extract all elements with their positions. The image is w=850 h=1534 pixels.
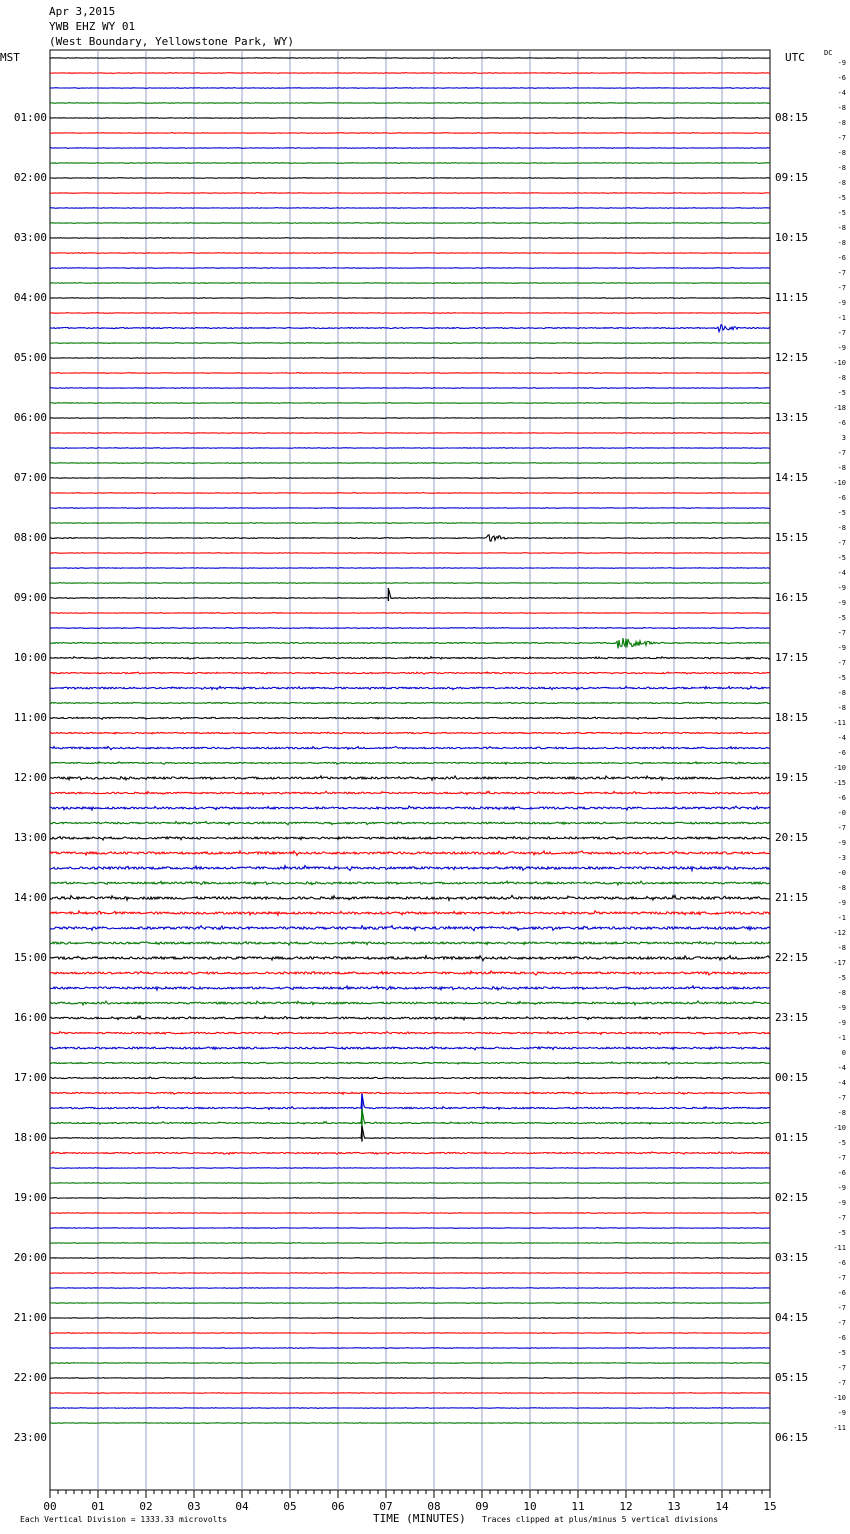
- seismic-trace: [50, 986, 770, 990]
- dc-offset-label: -8: [837, 149, 846, 157]
- dc-offset-label: -8: [837, 1109, 846, 1117]
- seismic-trace: [50, 403, 770, 404]
- seismic-trace: [50, 1016, 770, 1020]
- x-tick-label: 05: [283, 1500, 297, 1513]
- dc-offset-label: -9: [837, 299, 846, 307]
- utc-hour-label: 02:15: [775, 1191, 809, 1204]
- seismic-trace: [50, 1423, 770, 1424]
- seismic-trace: [50, 1047, 770, 1050]
- seismic-trace: [50, 1333, 770, 1334]
- mst-hour-label: 12:00: [13, 771, 47, 784]
- dc-offset-label: -8: [837, 374, 846, 382]
- seismic-trace: [50, 1393, 770, 1394]
- seismic-trace: [50, 88, 770, 89]
- dc-offset-label: -8: [837, 689, 846, 697]
- dc-offset-label: -4: [837, 89, 846, 97]
- seismic-trace: [50, 313, 770, 314]
- utc-hour-label: 08:15: [775, 111, 809, 124]
- seismic-trace: [50, 971, 770, 975]
- mst-hour-label: 11:00: [13, 711, 47, 724]
- dc-offset-label: -5: [837, 1139, 846, 1147]
- seismic-trace: [50, 1183, 770, 1184]
- seismic-trace: [50, 672, 770, 674]
- seismic-trace: [50, 433, 770, 434]
- utc-hour-label: 10:15: [775, 231, 809, 244]
- utc-hour-label: 06:15: [775, 1431, 809, 1444]
- dc-offset-label: -5: [837, 194, 846, 202]
- dc-offset-label: -5: [837, 614, 846, 622]
- seismic-trace: [50, 1094, 770, 1109]
- plot-date: Apr 3,2015: [49, 5, 116, 18]
- utc-hour-label: 18:15: [775, 711, 809, 724]
- dc-offset-label: -7: [837, 134, 846, 142]
- station-location: (West Boundary, Yellowstone Park, WY): [49, 35, 295, 48]
- seismic-trace: [50, 895, 770, 900]
- seismic-trace: [50, 703, 770, 704]
- dc-offset-label: -8: [837, 989, 846, 997]
- dc-offset-label: -10: [833, 1394, 846, 1402]
- dc-offset-label: -10: [833, 479, 846, 487]
- dc-offset-label: -7: [837, 1154, 846, 1162]
- mst-hour-label: 07:00: [13, 471, 47, 484]
- dc-offset-label: -8: [837, 119, 846, 127]
- utc-hour-label: 22:15: [775, 951, 809, 964]
- dc-offset-label: -6: [837, 419, 846, 427]
- dc-offset-label: -1: [837, 1034, 846, 1042]
- seismic-trace: [50, 1303, 770, 1304]
- seismic-trace: [50, 343, 770, 344]
- x-axis-title: TIME (MINUTES): [373, 1512, 466, 1525]
- seismic-trace: [50, 388, 770, 389]
- dc-offset-label: -1: [837, 914, 846, 922]
- dc-offset-label: -6: [837, 749, 846, 757]
- dc-offset-label: -7: [837, 1214, 846, 1222]
- dc-offset-label: -9: [837, 1019, 846, 1027]
- dc-offset-label: -7: [837, 539, 846, 547]
- dc-offset-label: -8: [837, 104, 846, 112]
- seismic-trace: [50, 821, 770, 824]
- mst-hour-label: 21:00: [13, 1311, 47, 1324]
- dc-offset-label: -4: [837, 569, 846, 577]
- dc-offset-label: -8: [837, 524, 846, 532]
- mst-hour-label: 18:00: [13, 1131, 47, 1144]
- dc-offset-label: -8: [837, 179, 846, 187]
- x-tick-label: 09: [475, 1500, 489, 1513]
- dc-offset-label: -6: [837, 1259, 846, 1267]
- dc-offset-label: -9: [837, 1409, 846, 1417]
- dc-offset-label: -7: [837, 1319, 846, 1327]
- dc-offset-label: -11: [833, 719, 846, 727]
- seismic-trace: [50, 463, 770, 464]
- dc-offset-label: -9: [837, 1199, 846, 1207]
- mst-hour-label: 23:00: [13, 1431, 47, 1444]
- seismic-trace: [50, 1062, 770, 1064]
- utc-hour-label: 13:15: [775, 411, 809, 424]
- seismic-trace: [50, 1378, 770, 1379]
- seismic-trace: [50, 942, 770, 946]
- seismic-trace: [50, 590, 770, 598]
- scale-note: Each Vertical Division = 1333.33 microvolts: [20, 1515, 228, 1524]
- utc-hour-label: 20:15: [775, 831, 809, 844]
- seismic-trace: [50, 193, 770, 194]
- x-tick-label: 14: [715, 1500, 729, 1513]
- seismic-trace: [50, 268, 770, 269]
- mst-hour-label: 22:00: [13, 1371, 47, 1384]
- seismic-trace: [50, 837, 770, 841]
- utc-hour-label: 12:15: [775, 351, 809, 364]
- x-tick-label: 02: [139, 1500, 153, 1513]
- dc-offset-label: -7: [837, 269, 846, 277]
- mst-hour-label: 03:00: [13, 231, 47, 244]
- seismic-trace: [50, 776, 770, 780]
- dc-offset-label: -4: [837, 1079, 846, 1087]
- seismic-trace: [50, 926, 770, 931]
- mst-hour-label: 08:00: [13, 531, 47, 544]
- seismic-trace: [50, 762, 770, 765]
- seismic-trace: [50, 1273, 770, 1274]
- seismic-trace: [50, 298, 770, 299]
- seismic-trace: [50, 791, 770, 794]
- dc-offset-label: -6: [837, 1169, 846, 1177]
- x-tick-label: 11: [571, 1500, 585, 1513]
- dc-offset-label: -7: [837, 629, 846, 637]
- seismic-trace: [50, 1126, 770, 1138]
- seismic-trace: [50, 568, 770, 569]
- seismic-trace: [50, 657, 770, 660]
- seismic-trace: [50, 1001, 770, 1005]
- dc-offset-label: -7: [837, 824, 846, 832]
- seismic-trace: [50, 118, 770, 119]
- x-tick-label: 15: [763, 1500, 777, 1513]
- mst-hour-label: 05:00: [13, 351, 47, 364]
- utc-hour-label: 03:15: [775, 1251, 809, 1264]
- dc-offset-label: -12: [833, 929, 846, 937]
- mst-label: MST: [0, 51, 20, 64]
- seismic-trace: [50, 1092, 770, 1094]
- utc-hour-label: 21:15: [775, 891, 809, 904]
- dc-offset-label: -7: [837, 1379, 846, 1387]
- seismic-trace: [50, 1077, 770, 1080]
- utc-hour-label: 11:15: [775, 291, 809, 304]
- dc-offset-label: -9: [837, 644, 846, 652]
- dc-offset-label: -10: [833, 359, 846, 367]
- x-tick-label: 07: [379, 1500, 393, 1513]
- seismic-trace: [50, 911, 770, 915]
- dc-offset-label: -11: [833, 1424, 846, 1432]
- mst-hour-label: 19:00: [13, 1191, 47, 1204]
- seismic-trace: [50, 535, 770, 541]
- mst-hour-label: 20:00: [13, 1251, 47, 1264]
- seismic-trace: [50, 148, 770, 149]
- clip-note: Traces clipped at plus/minus 5 vertical divisions: [482, 1515, 719, 1524]
- dc-offset-label: -9: [837, 59, 846, 67]
- seismic-trace: [50, 238, 770, 239]
- dc-offset-label: -8: [837, 704, 846, 712]
- dc-offset-label: -1: [837, 314, 846, 322]
- seismic-trace: [50, 1213, 770, 1214]
- dc-offset-label: -5: [837, 209, 846, 217]
- dc-offset-label: -8: [837, 239, 846, 247]
- seismic-trace: [50, 358, 770, 359]
- dc-offset-label: -8: [837, 164, 846, 172]
- dc-offset-label: -5: [837, 389, 846, 397]
- utc-hour-label: 04:15: [775, 1311, 809, 1324]
- seismic-trace: [50, 638, 770, 648]
- x-tick-label: 03: [187, 1500, 201, 1513]
- dc-offset-label: -18: [833, 404, 846, 412]
- seismic-trace: [50, 806, 770, 810]
- seismic-trace: [50, 613, 770, 614]
- mst-hour-label: 09:00: [13, 591, 47, 604]
- dc-offset-label: -6: [837, 794, 846, 802]
- dc-offset-label: -17: [833, 959, 846, 967]
- dc-offset-label: -11: [833, 1244, 846, 1252]
- dc-offset-label: -10: [833, 764, 846, 772]
- dc-offset-label: -8: [837, 944, 846, 952]
- dc-header: DC: [824, 49, 833, 57]
- mst-hour-label: 10:00: [13, 651, 47, 664]
- seismic-trace: [50, 851, 770, 856]
- dc-offset-label: -7: [837, 1304, 846, 1312]
- seismic-trace: [50, 583, 770, 584]
- seismic-trace: [50, 1243, 770, 1244]
- seismic-trace: [50, 178, 770, 179]
- utc-hour-label: 16:15: [775, 591, 809, 604]
- mst-hour-label: 15:00: [13, 951, 47, 964]
- dc-offset-label: -6: [837, 74, 846, 82]
- seismic-trace: [50, 418, 770, 419]
- seismic-trace: [50, 881, 770, 885]
- seismic-trace: [50, 325, 770, 332]
- seismic-trace: [50, 1258, 770, 1259]
- utc-hour-label: 15:15: [775, 531, 809, 544]
- seismic-trace: [50, 1032, 770, 1035]
- seismic-trace: [50, 1198, 770, 1199]
- dc-offset-label: -5: [837, 554, 846, 562]
- dc-offset-label: -4: [837, 734, 846, 742]
- dc-offset-label: -5: [837, 509, 846, 517]
- seismic-trace: [50, 373, 770, 374]
- seismic-trace: [50, 1110, 770, 1125]
- station-code: YWB EHZ WY 01: [49, 20, 136, 33]
- seismic-trace: [50, 163, 770, 164]
- utc-hour-label: 00:15: [775, 1071, 809, 1084]
- plot-frame: [50, 50, 770, 1490]
- utc-hour-label: 14:15: [775, 471, 809, 484]
- dc-offset-label: -9: [837, 839, 846, 847]
- seismic-trace: [50, 866, 770, 871]
- seismic-trace: [50, 1408, 770, 1409]
- seismic-trace: [50, 1363, 770, 1364]
- dc-offset-label: -5: [837, 674, 846, 682]
- dc-offset-label: -9: [837, 584, 846, 592]
- mst-hour-label: 02:00: [13, 171, 47, 184]
- seismic-trace: [50, 208, 770, 209]
- dc-offset-label: -6: [837, 1289, 846, 1297]
- dc-offset-label: -6: [837, 254, 846, 262]
- x-tick-label: 01: [91, 1500, 105, 1513]
- utc-label: UTC: [785, 51, 805, 64]
- dc-offset-label: -10: [833, 1124, 846, 1132]
- seismic-trace: [50, 133, 770, 134]
- dc-offset-label: -7: [837, 329, 846, 337]
- dc-offset-label: -9: [837, 1184, 846, 1192]
- dc-offset-label: -9: [837, 899, 846, 907]
- x-tick-label: 13: [667, 1500, 681, 1513]
- mst-hour-label: 14:00: [13, 891, 47, 904]
- dc-offset-label: -15: [833, 779, 846, 787]
- seismic-trace: [50, 1152, 770, 1155]
- seismic-trace: [50, 1348, 770, 1349]
- dc-offset-label: -8: [837, 884, 846, 892]
- x-tick-label: 10: [523, 1500, 537, 1513]
- dc-offset-label: -9: [837, 1004, 846, 1012]
- seismic-trace: [50, 686, 770, 689]
- dc-offset-label: -0: [837, 869, 846, 877]
- dc-offset-label: -3: [837, 854, 846, 862]
- x-tick-label: 12: [619, 1500, 633, 1513]
- seismic-trace: [50, 1168, 770, 1169]
- x-tick-label: 08: [427, 1500, 441, 1513]
- dc-offset-label: -5: [837, 974, 846, 982]
- dc-offset-label: -7: [837, 1094, 846, 1102]
- seismic-trace: [50, 508, 770, 509]
- dc-offset-label: -7: [837, 659, 846, 667]
- utc-hour-label: 01:15: [775, 1131, 809, 1144]
- seismic-trace: [50, 1318, 770, 1319]
- x-tick-label: 00: [43, 1500, 57, 1513]
- dc-offset-label: -5: [837, 1229, 846, 1237]
- seismic-trace: [50, 628, 770, 629]
- dc-offset-label: -5: [837, 1349, 846, 1357]
- utc-hour-label: 17:15: [775, 651, 809, 664]
- dc-offset-label: -7: [837, 1364, 846, 1372]
- utc-hour-label: 09:15: [775, 171, 809, 184]
- seismic-trace: [50, 493, 770, 494]
- seismic-trace: [50, 1228, 770, 1229]
- seismic-trace: [50, 553, 770, 554]
- seismic-trace: [50, 523, 770, 524]
- dc-offset-label: -8: [837, 464, 846, 472]
- utc-hour-label: 05:15: [775, 1371, 809, 1384]
- dc-offset-label: -4: [837, 1064, 846, 1072]
- seismic-trace: [50, 956, 770, 961]
- mst-hour-label: 16:00: [13, 1011, 47, 1024]
- dc-offset-label: -7: [837, 449, 846, 457]
- dc-offset-label: -7: [837, 284, 846, 292]
- seismic-trace: [50, 448, 770, 449]
- dc-offset-label: 3: [841, 434, 846, 442]
- dc-offset-label: -6: [837, 1334, 846, 1342]
- dc-offset-label: 0: [841, 1049, 846, 1057]
- seismic-trace: [50, 103, 770, 104]
- x-tick-label: 04: [235, 1500, 249, 1513]
- dc-offset-label: -9: [837, 599, 846, 607]
- seismic-trace: [50, 58, 770, 59]
- seismic-trace: [50, 717, 770, 719]
- utc-hour-label: 23:15: [775, 1011, 809, 1024]
- seismic-trace: [50, 73, 770, 74]
- dc-offset-label: -7: [837, 1274, 846, 1282]
- utc-hour-label: 19:15: [775, 771, 809, 784]
- mst-hour-label: 13:00: [13, 831, 47, 844]
- seismic-trace: [50, 253, 770, 254]
- dc-offset-label: -0: [837, 809, 846, 817]
- mst-hour-label: 04:00: [13, 291, 47, 304]
- seismic-trace: [50, 1288, 770, 1289]
- dc-offset-label: -8: [837, 224, 846, 232]
- dc-offset-label: -6: [837, 494, 846, 502]
- seismic-trace: [50, 747, 770, 750]
- mst-hour-label: 01:00: [13, 111, 47, 124]
- x-tick-label: 06: [331, 1500, 345, 1513]
- mst-hour-label: 17:00: [13, 1071, 47, 1084]
- dc-offset-label: -9: [837, 344, 846, 352]
- seismic-trace: [50, 478, 770, 479]
- mst-hour-label: 06:00: [13, 411, 47, 424]
- seismic-trace: [50, 732, 770, 734]
- seismic-trace: [50, 223, 770, 224]
- seismic-trace: [50, 283, 770, 284]
